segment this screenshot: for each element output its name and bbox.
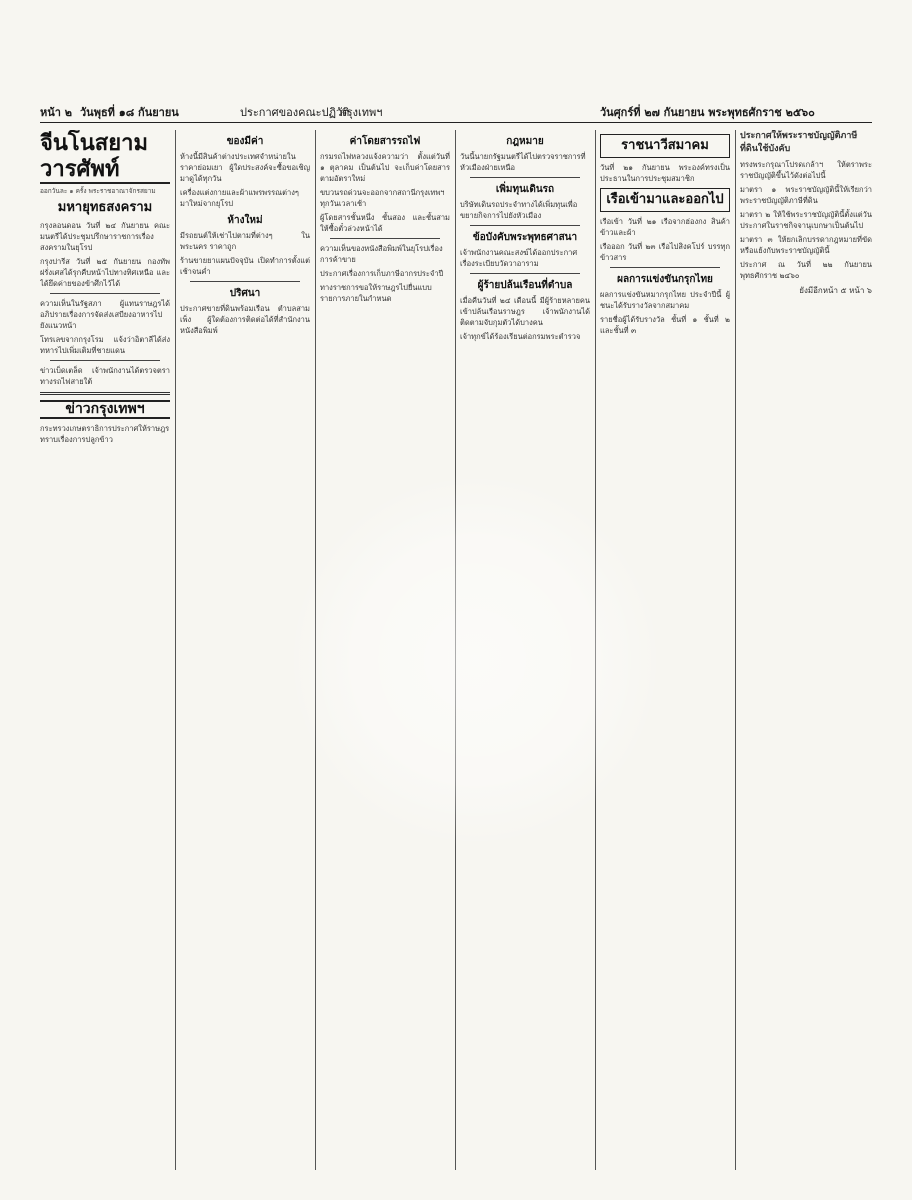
divider [610, 267, 720, 268]
article-text: ห้างนี้มีสินค้าต่างประเทศจำหน่ายในราคาย่อมเยา ผู้ใดประสงค์จะซื้อขอเชิญมาดูได้ทุกวัน [180, 152, 310, 183]
article-text: มีรถยนต์ให้เช่าไปตามที่ต่างๆ ในพระนคร ราคาถูก [180, 231, 310, 251]
article-text: โทรเลขจากกรุงโรม แจ้งว่าอิตาลีได้ส่งทหารไปเพิ่มเติมที่ชายแดน [40, 335, 170, 355]
column-5 [600, 130, 730, 1170]
column-4 [460, 130, 590, 1170]
header-date-left: วันพุธที่ ๑๘ กันยายน [80, 106, 179, 119]
article-text: ประกาศเรื่องการเก็บภาษีอากรประจำปี [320, 269, 444, 278]
column-6 [740, 130, 872, 1170]
header-date-right: วันศุกร์ที่ ๒๗ กันยายน พระพุทธศักราช ๒๕๖๐ [600, 106, 815, 119]
article-text: ข่าวเบ็ดเตล็ด เจ้าพนักงานได้ตรวจตราทางรถไฟสายใต้ [40, 366, 170, 386]
header-city: กรุงเทพฯ [340, 106, 383, 119]
article-text: ทางราชการขอให้ราษฎรไปยื่นแบบรายการภายในกำหนด [320, 283, 432, 303]
article-text: ร้านขายยาแผนปัจจุบัน เปิดทำการตั้งแต่เช้าจนค่ำ [180, 256, 310, 276]
article-heading: ห้างใหม่ [227, 215, 263, 226]
column-1 [40, 130, 170, 1170]
article-text: กรมรถไฟหลวงแจ้งความว่า ตั้งแต่วันที่ ๑ ตุลาคม เป็นต้นไป จะเก็บค่าโดยสารตามอัตราใหม่ [320, 152, 450, 183]
column-rule [735, 130, 736, 1170]
article-text: ประกาศ ณ วันที่ ๒๒ กันยายน พุทธศักราช ๒๔๖๐ [740, 260, 872, 280]
article-heading: เรือเข้ามาและออกไป [600, 188, 730, 212]
column-3 [320, 130, 450, 1170]
article-text: มาตรา ๓ ให้ยกเลิกบรรดากฎหมายที่ขัดหรือแย้งกับพระราชบัญญัตินี้ [740, 235, 872, 255]
article-text: ประกาศให้พระราชบัญญัติภาษีที่ดินใช้บังคับ [740, 131, 858, 154]
article-text: เครื่องแต่งกายและผ้าแพรพรรณต่างๆ มาใหม่จากยุโรป [180, 188, 299, 208]
column-2 [180, 130, 310, 1170]
continued-note: ยังมีอีกหน้า ๕ หน้า ๖ [799, 286, 872, 295]
article-heading: ผู้ร้ายปล้นเรือนที่ตำบล [477, 280, 573, 291]
article-heading: ของมีค่า [226, 136, 264, 147]
article-text: ประกาศขายที่ดินพร้อมเรือน ตำบลสามเพ็ง ผู้ใดต้องการติดต่อได้ที่สำนักงานหนังสือพิมพ์ [180, 304, 310, 335]
article-text: เจ้าพนักงานคณะสงฆ์ได้ออกประกาศเรื่องระเบียบวัดวาอาราม [460, 248, 578, 268]
section-heading: ข่าวกรุงเทพฯ [40, 400, 170, 419]
article-heading: กฎหมาย [506, 136, 544, 147]
header-publisher: ประกาศของคณะปฏิวัติ [240, 106, 350, 119]
article-text: กระทรวงเกษตราธิการประกาศให้ราษฎรทราบเรื่องการปลูกข้าว [40, 424, 170, 444]
article-text: กรุงปารีส วันที่ ๒๕ กันยายน กองทัพฝรั่งเศสได้รุกคืบหน้าไปทางทิศเหนือ และได้ยึดค่ายของข้าศึกไว้ได้ [40, 257, 170, 288]
article-text: มาตรา ๑ พระราชบัญญัตินี้ให้เรียกว่า พระราชบัญญัติภาษีที่ดิน [740, 185, 872, 205]
article-text: เรือออก วันที่ ๒๓ เรือไปสิงคโปร์ บรรทุกข้าวสาร [600, 242, 730, 262]
column-rule [595, 130, 596, 1170]
article-text: เรือเข้า วันที่ ๒๑ เรือจากฮ่องกง สินค้าข้าวและผ้า [600, 217, 730, 237]
page-number: หน้า ๒ [40, 106, 73, 119]
article-text: ผู้โดยสารชั้นหนึ่ง ชั้นสอง และชั้นสาม ให้ซื้อตั๋วล่วงหน้าได้ [320, 213, 450, 233]
section-heading: มหายุทธสงคราม [57, 200, 153, 215]
article-text: รายชื่อผู้ได้รับรางวัล ชั้นที่ ๑ ชั้นที่ ๒ และชั้นที่ ๓ [600, 315, 730, 335]
newspaper-page [40, 100, 872, 1180]
article-heading: ค่าโดยสารรถไฟ [349, 136, 421, 147]
article-text: ความเห็นของหนังสือพิมพ์ในยุโรปเรื่องการค้าขาย [320, 244, 443, 264]
divider [330, 238, 440, 239]
divider [470, 225, 580, 226]
article-heading: ปริศนา [229, 288, 261, 299]
article-text: วันนี้นายกรัฐมนตรีได้ไปตรวจราชการที่หัวเมืองฝ่ายเหนือ [460, 152, 586, 172]
article-heading: ราชนาวีสมาคม [600, 134, 730, 158]
column-rule [315, 130, 316, 1170]
column-rule [455, 130, 456, 1170]
masthead-title: จีนโนสยามวารศัพท์ [40, 130, 170, 184]
page-header [40, 100, 872, 123]
article-heading: เพิ่มทุนเดินรถ [495, 184, 555, 195]
article-text: กรุงลอนดอน วันที่ ๒๔ กันยายน คณะมนตรีได้ประชุมปรึกษาราชการเรื่องสงครามในยุโรป [40, 221, 170, 252]
article-text: เมื่อคืนวันที่ ๒๔ เดือนนี้ มีผู้ร้ายหลายคนเข้าปล้นเรือนราษฎร เจ้าพนักงานได้ติดตามจับกุมตัวได้บางคน [460, 296, 590, 327]
masthead-subtitle: ออกวันละ ๑ ครั้ง พระราชอาณาจักรสยาม [40, 187, 156, 195]
divider [190, 281, 300, 282]
divider [50, 293, 160, 294]
columns [40, 130, 872, 1170]
article-text: ทรงพระกรุณาโปรดเกล้าฯ ให้ตราพระราชบัญญัติขึ้นไว้ดังต่อไปนี้ [740, 160, 872, 180]
divider [40, 392, 170, 395]
column-rule [175, 130, 176, 1170]
article-text: บริษัทเดินรถประจำทางได้เพิ่มทุนเพื่อขยายกิจการไปยังหัวเมือง [460, 200, 578, 220]
divider [470, 177, 580, 178]
divider [470, 273, 580, 274]
article-text: ความเห็นในรัฐสภา ผู้แทนราษฎรได้อภิปรายเรื่องการจัดส่งเสบียงอาหารไปยังแนวหน้า [40, 299, 170, 330]
article-heading: ผลการแข่งขันกรุกไทย [617, 274, 713, 285]
article-text: มาตรา ๒ ให้ใช้พระราชบัญญัตินี้ตั้งแต่วันประกาศในราชกิจจานุเบกษาเป็นต้นไป [740, 210, 872, 230]
article-text: วันที่ ๒๑ กันยายน พระองค์ทรงเป็นประธานในการประชุมสมาชิก [600, 163, 730, 183]
article-text: ผลการแข่งขันหมากรุกไทย ประจำปีนี้ ผู้ชนะได้รับรางวัลจากสมาคม [600, 290, 730, 310]
divider [50, 360, 160, 361]
article-heading: ข้อบังคับพระพุทธศาสนา [472, 232, 578, 243]
article-text: เจ้าทุกข์ได้ร้องเรียนต่อกรมพระตำรวจ [460, 332, 581, 341]
article-text: ขบวนรถด่วนจะออกจากสถานีกรุงเทพฯ ทุกวันเวลาเช้า [320, 188, 445, 208]
